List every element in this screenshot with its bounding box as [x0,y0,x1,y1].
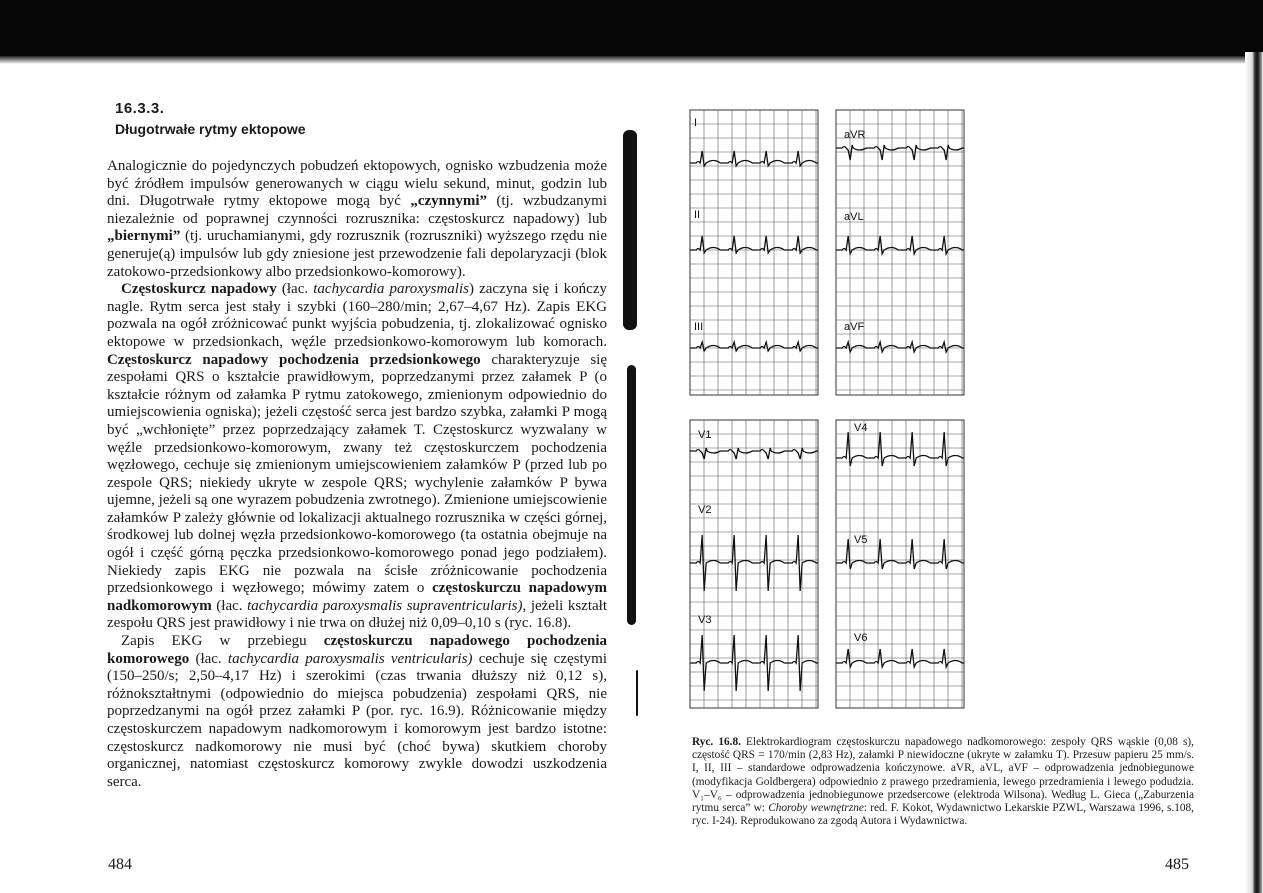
text-run: Częstoskurcz napadowy pochodzenia przedsionkowego [107,351,481,368]
lead-label: I [694,117,698,129]
ecg-panel-border [836,420,964,708]
ecg-trace-II [690,236,818,253]
ecg-trace-V1 [690,448,818,459]
ecg-trace-aVL [836,236,964,254]
text-run: „biernymi” [107,228,181,245]
lead-label: aVF [844,321,865,333]
gutter-shadow [623,130,637,330]
text-run: charakteryzuje się zespołami QRS o kształcie prawidłowym, poprzedzanymi przez załamek P (o kształcie różnym od załamka P rytmu zatokowego, zmienionym odpowiednio do umiejscowienia ogniska); jeżeli częstość serca jest bardzo szybka, załamki P mogą być „wchłonięte” przez poprzedzający załamek T. Częstoskurcz wyzwalany w węźle przedsionkowo-komorowym, zwany też częstoskurczem pochodzenia węzłowego, cechuje się zmienionym umiejscowieniem załamków P (przed lub po zespole QRS; niekiedy ukryte w zespole QRS; wychylenie załamków P bywa ujemne, jeżeli są one wyrazem pobudzenia zwrotnego). Zmienione umiejscowienie załamków P zależy głównie od lokalizacji aktualnego rozrusznika w części górnej, środkowej lub dolnej węzła przedsionkowo-komorowego (ta ostatnia obejmuje na ogół i część górną pęczka przedsionkowo-komorowego ponad jego podziałem). Niekiedy zapis EKG nie pozwala na ścisłe zróżnicowanie pochodzenia przedsionkowego i węzłowego; mówimy zatem o [107,351,607,597]
text-run: (tj. wzbudzanymi niezależnie od poprawnej czynności rozrusznika: częstoskurcz napadowy) lub [107,193,607,227]
text-run: : red. F. Kokot, Wydawnictwo Lekarskie PZWL, Warszawa 1996, s.108, ryc. I-24). Reprodukowano za zgodą Autora i Wydawnictwa. [692,802,1194,828]
ecg-trace-V4 [836,432,964,466]
page-number-left: 484 [108,856,132,873]
text-run: częstoskurczu napadowego pochodzenia komorowego [107,633,608,667]
gutter-shadow [627,365,636,625]
lead-label: V3 [698,614,712,626]
section-title: Długotrwałe rytmy ektopowe [115,121,306,137]
body-text [107,158,607,791]
text-run: tachycardia paroxysmalis supraventricularis) [247,597,523,614]
lead-label: V2 [698,504,712,516]
ecg-figure [688,108,968,718]
gutter-shadow [636,670,638,716]
text-run: cechuje się częstymi (150–250/s; 2,50–4,17 Hz) i szerokimi (czas trwania dłuższy niż 0,12 s), różnokształtnymi (odpowiednio do miejsca pobudzenia) zespołami QRS, nie poprzedzanymi na ogół przez załamki P (por. ryc. 16.9). Różnicowanie między częstoskurczem napadowym nadkomorowym i komorowym jest bardzo istotne: częstoskurcz nadkomorowy nie musi być (choć bywa) skutkiem choroby organicznej, natomiast częstoskurcz komorowy zwykle dowodzi uszkodzenia serca. [107,650,607,790]
ecg-trace-aVF [836,342,964,352]
lead-label: II [694,209,701,221]
text-run: Analogicznie do pojedynczych pobudzeń ektopowych, ognisko wzbudzenia może być źródłem impulsów generowanych w ciągu wielu sekund, minut, godzin lub dni. Długotrwałe rytmy ektopowe mogą być [107,158,607,210]
paragraph [107,281,607,633]
lead-label: V1 [698,429,712,441]
ecg-trace-I [690,151,818,166]
text-run: częstoskurczu napadowym nadkomorowym [107,580,608,614]
text-run: tachycardia paroxysmalis [313,281,469,298]
text-run: Częstoskurcz napadowy [121,281,277,298]
paragraph [107,158,607,281]
text-run: tachycardia paroxysmalis ventricularis) [227,650,473,667]
figure-caption [692,736,1194,828]
scan-top-band [0,0,1263,58]
page-number-right: 485 [1165,856,1189,873]
ecg-trace-III [690,342,818,351]
text-run: Choroby wewnętrzne [768,802,864,815]
text-run: (łac. [211,597,248,614]
ecg-trace-aVR [836,145,964,160]
lead-label: aVL [844,211,864,223]
ecg-trace-V3 [690,635,818,691]
ecg-trace-V2 [690,535,818,591]
text-run: Zapis EKG w przebiegu [121,633,324,650]
section-number: 16.3.3. [115,100,165,117]
text-run: (tj. uruchamianymi, gdy rozrusznik (rozruszniki) wyższego rzędu nie generuje(ą) impulsów lub gdy zniesione jest przewodzenie fali depolaryzacji (blok zatokowo-przedsionkowy albo przedsionkowo-komorowy). [107,228,607,280]
lead-label: V4 [854,422,868,434]
lead-label: V6 [854,632,868,644]
text-run: (łac. [276,281,314,298]
lead-label: V5 [854,534,868,546]
paragraph [107,633,607,791]
lead-label: III [694,321,704,333]
text-run: , jeżeli kształt zespołu QRS jest prawidłowy i nie trwa on dłużej niż 0,09–0,10 s (ryc. 16.8). [107,597,608,632]
book-spine-edge [1245,52,1263,893]
text-run: ) zaczyna się i kończy nagle. Rytm serca jest stały i szybki (160–280/min; 2,67–4,67 Hz). Zapis EKG pozwala na ogół zróżnicować punkt wyjścia pobudzenia, tj. zlokalizować ognisko ektopowe w przedsionkach, węźle przedsionkowo-komorowym lub komorach. [107,281,607,350]
text-run: „czynnymi” [410,193,487,210]
text-run: Elektrokardiogram częstoskurczu napadowego nadkomorowego: zespoły QRS wąskie (0,08 s), częstość QRS = 170/min (2,83 Hz), załamki P niewidoczne (ukryte w załamku T). Przesuw papieru 25 mm/s. I, II, III – standardowe odprowadzenia kończynowe. aVR, aVL, aVF – odprowadzenia jednobiegunowe (modyfikacja Goldbergera) odpowiednio z prawego przedramienia, lewego przedramienia i lewego podudzia. V₁–V₆ – odprowadzenia jednobiegunowe przedsercowe (elektroda Wilsona). Według L. Giecа („Zaburzenia rytmu serca” w: [692,736,1194,815]
lead-label: aVR [844,129,866,141]
text-run: (łac. [189,650,228,667]
text-run: Ryc. 16.8. [692,736,741,748]
